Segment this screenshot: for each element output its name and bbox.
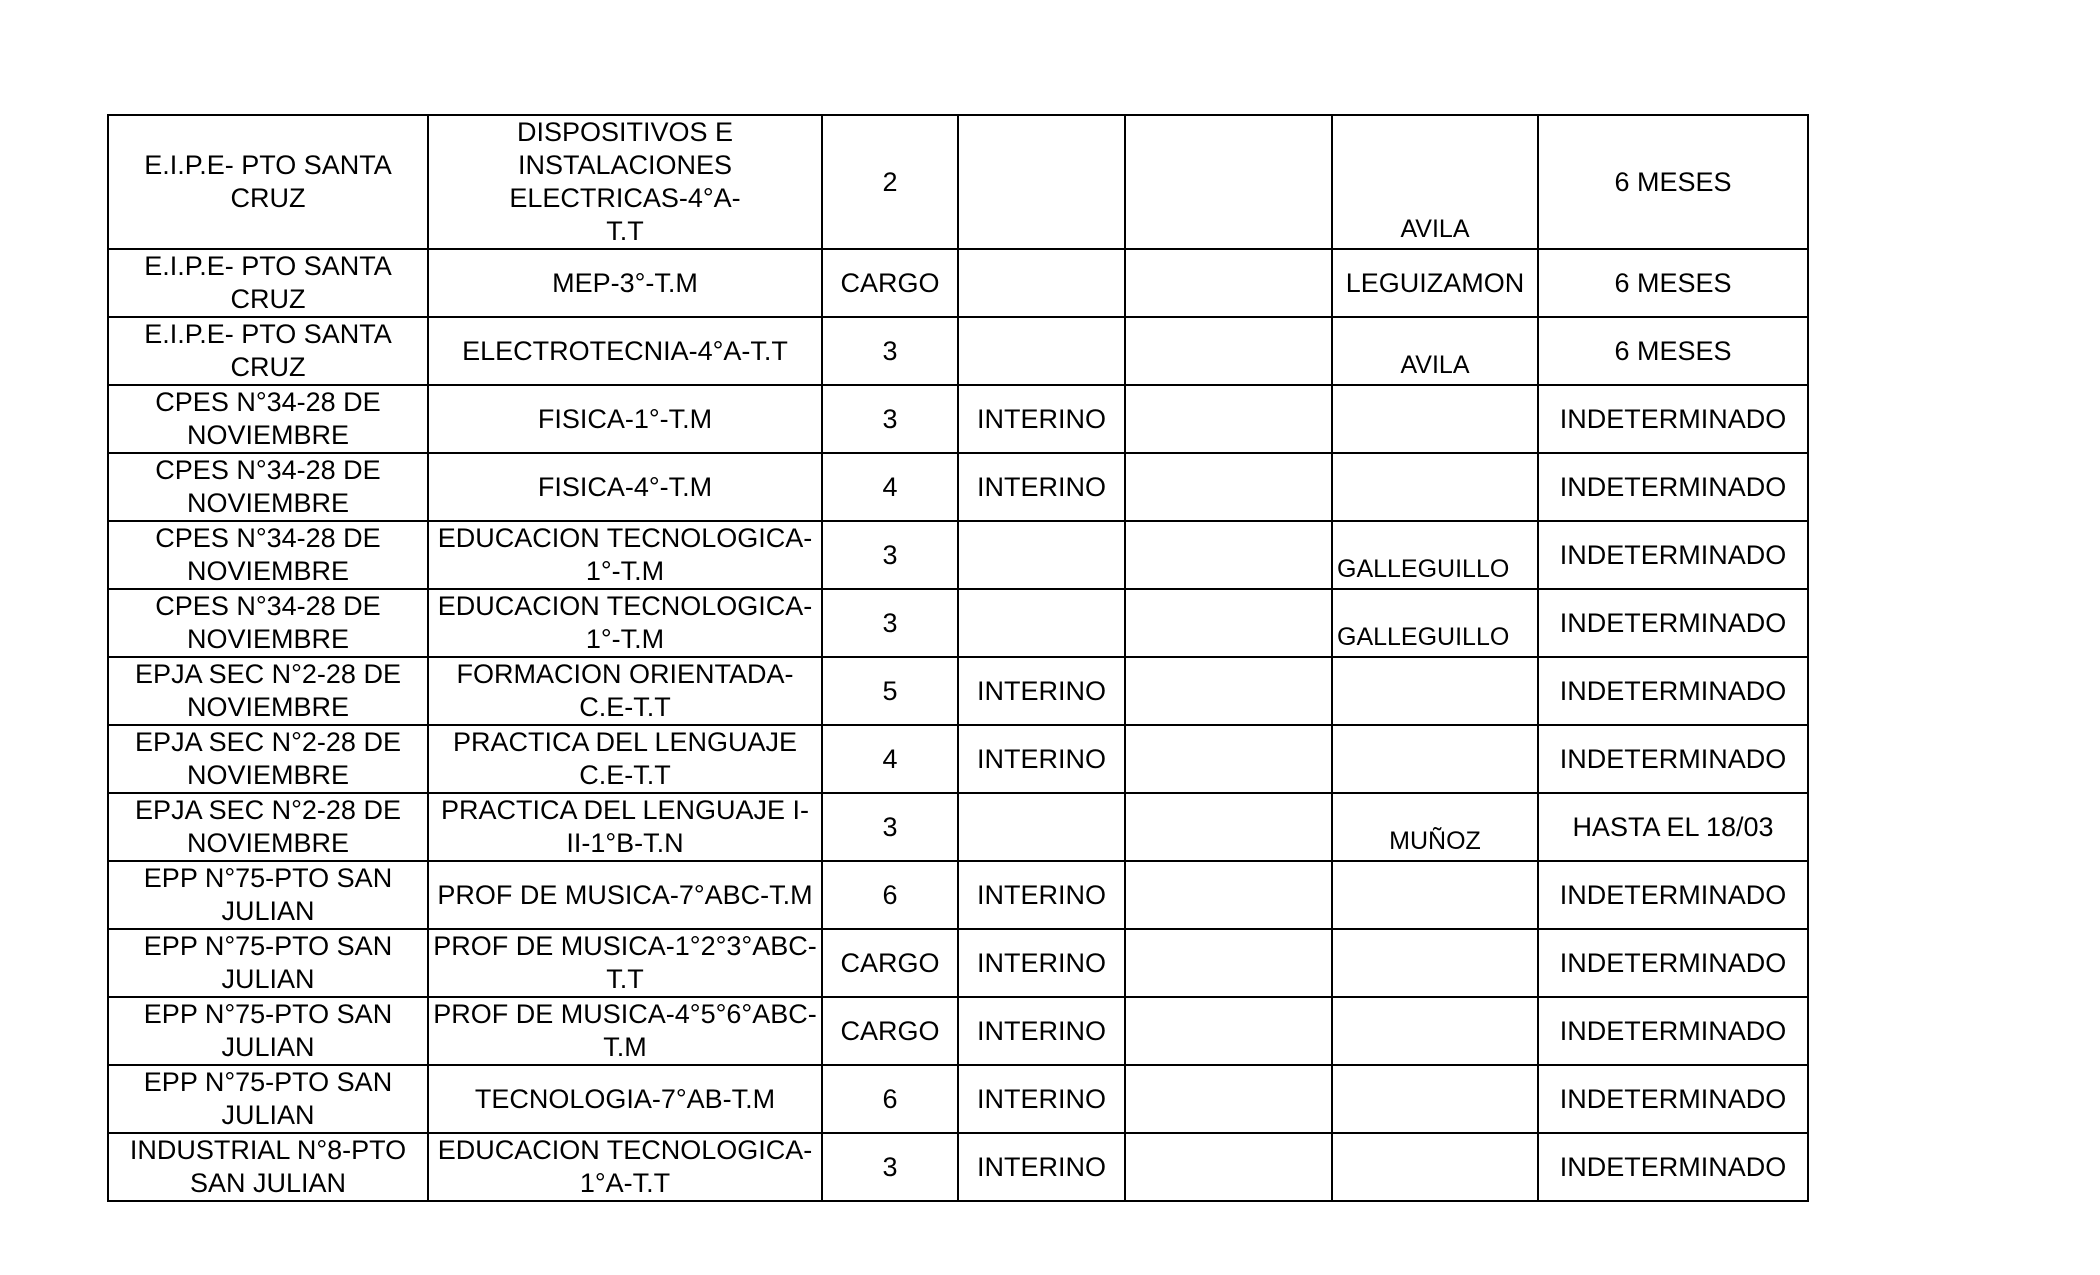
school-cell: CPES N°34-28 DE NOVIEMBRE bbox=[108, 453, 428, 521]
duration-cell: 6 MESES bbox=[1538, 249, 1808, 317]
duration-cell: INDETERMINADO bbox=[1538, 861, 1808, 929]
school-cell: E.I.P.E- PTO SANTA CRUZ bbox=[108, 249, 428, 317]
extra-cell bbox=[1125, 589, 1332, 657]
extra-cell bbox=[1125, 385, 1332, 453]
school-cell: EPP N°75-PTO SAN JULIAN bbox=[108, 929, 428, 997]
school-cell: CPES N°34-28 DE NOVIEMBRE bbox=[108, 589, 428, 657]
surname-cell bbox=[1332, 1065, 1538, 1133]
vacancy-table-body bbox=[108, 115, 1808, 1201]
subject-cell: PRACTICA DEL LENGUAJE C.E-T.T bbox=[428, 725, 822, 793]
duration-cell: INDETERMINADO bbox=[1538, 589, 1808, 657]
school-cell: EPP N°75-PTO SAN JULIAN bbox=[108, 997, 428, 1065]
duration-cell: 6 MESES bbox=[1538, 115, 1808, 249]
hours-cell: 3 bbox=[822, 1133, 958, 1201]
hours-cell: CARGO bbox=[822, 997, 958, 1065]
hours-cell: 3 bbox=[822, 385, 958, 453]
extra-cell bbox=[1125, 725, 1332, 793]
hours-cell: CARGO bbox=[822, 929, 958, 997]
surname-cell: AVILA bbox=[1332, 317, 1538, 385]
status-cell: INTERINO bbox=[958, 1065, 1125, 1133]
table-row bbox=[108, 317, 1808, 385]
subject-cell: EDUCACION TECNOLOGICA-1°-T.M bbox=[428, 589, 822, 657]
table-row bbox=[108, 793, 1808, 861]
status-cell bbox=[958, 793, 1125, 861]
subject-cell: PROF DE MUSICA-1°2°3°ABC-T.T bbox=[428, 929, 822, 997]
surname-cell: LEGUIZAMON bbox=[1332, 249, 1538, 317]
duration-cell: INDETERMINADO bbox=[1538, 657, 1808, 725]
subject-cell: EDUCACION TECNOLOGICA-1°A-T.T bbox=[428, 1133, 822, 1201]
subject-cell: FISICA-1°-T.M bbox=[428, 385, 822, 453]
duration-cell: INDETERMINADO bbox=[1538, 385, 1808, 453]
duration-cell: INDETERMINADO bbox=[1538, 725, 1808, 793]
extra-cell bbox=[1125, 453, 1332, 521]
surname-cell bbox=[1332, 929, 1538, 997]
school-cell: EPJA SEC N°2-28 DE NOVIEMBRE bbox=[108, 657, 428, 725]
hours-cell: 3 bbox=[822, 589, 958, 657]
table-row bbox=[108, 385, 1808, 453]
subject-cell: PROF DE MUSICA-4°5°6°ABC-T.M bbox=[428, 997, 822, 1065]
duration-cell: INDETERMINADO bbox=[1538, 1065, 1808, 1133]
hours-cell: 4 bbox=[822, 453, 958, 521]
subject-cell: DISPOSITIVOS E INSTALACIONES ELECTRICAS-4°A-T.T bbox=[428, 115, 822, 249]
duration-cell: INDETERMINADO bbox=[1538, 521, 1808, 589]
school-cell: EPJA SEC N°2-28 DE NOVIEMBRE bbox=[108, 725, 428, 793]
table-row bbox=[108, 453, 1808, 521]
subject-cell: ELECTROTECNIA-4°A-T.T bbox=[428, 317, 822, 385]
status-cell bbox=[958, 589, 1125, 657]
duration-cell: INDETERMINADO bbox=[1538, 997, 1808, 1065]
surname-cell bbox=[1332, 725, 1538, 793]
hours-cell: 2 bbox=[822, 115, 958, 249]
school-cell: E.I.P.E- PTO SANTA CRUZ bbox=[108, 115, 428, 249]
table-row bbox=[108, 997, 1808, 1065]
table-row bbox=[108, 521, 1808, 589]
status-cell: INTERINO bbox=[958, 1133, 1125, 1201]
surname-cell bbox=[1332, 657, 1538, 725]
school-cell: EPP N°75-PTO SAN JULIAN bbox=[108, 1065, 428, 1133]
hours-cell: 3 bbox=[822, 317, 958, 385]
subject-cell: PROF DE MUSICA-7°ABC-T.M bbox=[428, 861, 822, 929]
duration-cell: INDETERMINADO bbox=[1538, 929, 1808, 997]
table-row bbox=[108, 1065, 1808, 1133]
extra-cell bbox=[1125, 861, 1332, 929]
table-row bbox=[108, 725, 1808, 793]
duration-cell: INDETERMINADO bbox=[1538, 453, 1808, 521]
hours-cell: 4 bbox=[822, 725, 958, 793]
surname-cell: GALLEGUILLO bbox=[1332, 589, 1538, 657]
subject-cell: MEP-3°-T.M bbox=[428, 249, 822, 317]
school-cell: EPJA SEC N°2-28 DE NOVIEMBRE bbox=[108, 793, 428, 861]
hours-cell: 6 bbox=[822, 861, 958, 929]
school-cell: INDUSTRIAL N°8-PTO SAN JULIAN bbox=[108, 1133, 428, 1201]
status-cell: INTERINO bbox=[958, 453, 1125, 521]
extra-cell bbox=[1125, 929, 1332, 997]
status-cell: INTERINO bbox=[958, 929, 1125, 997]
table-row bbox=[108, 115, 1808, 249]
hours-cell: 3 bbox=[822, 521, 958, 589]
subject-cell: FORMACION ORIENTADA-C.E-T.T bbox=[428, 657, 822, 725]
surname-cell bbox=[1332, 385, 1538, 453]
table-row bbox=[108, 861, 1808, 929]
surname-cell: AVILA bbox=[1332, 115, 1538, 249]
subject-cell: FISICA-4°-T.M bbox=[428, 453, 822, 521]
table-row bbox=[108, 929, 1808, 997]
extra-cell bbox=[1125, 1133, 1332, 1201]
subject-cell: EDUCACION TECNOLOGICA-1°-T.M bbox=[428, 521, 822, 589]
subject-cell: PRACTICA DEL LENGUAJE I-II-1°B-T.N bbox=[428, 793, 822, 861]
status-cell bbox=[958, 115, 1125, 249]
hours-cell: 3 bbox=[822, 793, 958, 861]
extra-cell bbox=[1125, 317, 1332, 385]
status-cell: INTERINO bbox=[958, 385, 1125, 453]
school-cell: CPES N°34-28 DE NOVIEMBRE bbox=[108, 385, 428, 453]
status-cell: INTERINO bbox=[958, 657, 1125, 725]
hours-cell: CARGO bbox=[822, 249, 958, 317]
status-cell bbox=[958, 317, 1125, 385]
status-cell bbox=[958, 249, 1125, 317]
extra-cell bbox=[1125, 115, 1332, 249]
surname-cell bbox=[1332, 1133, 1538, 1201]
table-row bbox=[108, 589, 1808, 657]
duration-cell: HASTA EL 18/03 bbox=[1538, 793, 1808, 861]
hours-cell: 5 bbox=[822, 657, 958, 725]
table-row bbox=[108, 657, 1808, 725]
surname-cell bbox=[1332, 997, 1538, 1065]
status-cell: INTERINO bbox=[958, 997, 1125, 1065]
hours-cell: 6 bbox=[822, 1065, 958, 1133]
extra-cell bbox=[1125, 521, 1332, 589]
surname-cell bbox=[1332, 861, 1538, 929]
table-row bbox=[108, 1133, 1808, 1201]
duration-cell: 6 MESES bbox=[1538, 317, 1808, 385]
school-cell: E.I.P.E- PTO SANTA CRUZ bbox=[108, 317, 428, 385]
subject-cell: TECNOLOGIA-7°AB-T.M bbox=[428, 1065, 822, 1133]
status-cell: INTERINO bbox=[958, 861, 1125, 929]
vacancy-table bbox=[107, 114, 1809, 1202]
extra-cell bbox=[1125, 1065, 1332, 1133]
extra-cell bbox=[1125, 793, 1332, 861]
extra-cell bbox=[1125, 249, 1332, 317]
surname-cell bbox=[1332, 453, 1538, 521]
table-row bbox=[108, 249, 1808, 317]
duration-cell: INDETERMINADO bbox=[1538, 1133, 1808, 1201]
status-cell: INTERINO bbox=[958, 725, 1125, 793]
status-cell bbox=[958, 521, 1125, 589]
surname-cell: GALLEGUILLO bbox=[1332, 521, 1538, 589]
extra-cell bbox=[1125, 997, 1332, 1065]
extra-cell bbox=[1125, 657, 1332, 725]
school-cell: CPES N°34-28 DE NOVIEMBRE bbox=[108, 521, 428, 589]
school-cell: EPP N°75-PTO SAN JULIAN bbox=[108, 861, 428, 929]
surname-cell: MUÑOZ bbox=[1332, 793, 1538, 861]
